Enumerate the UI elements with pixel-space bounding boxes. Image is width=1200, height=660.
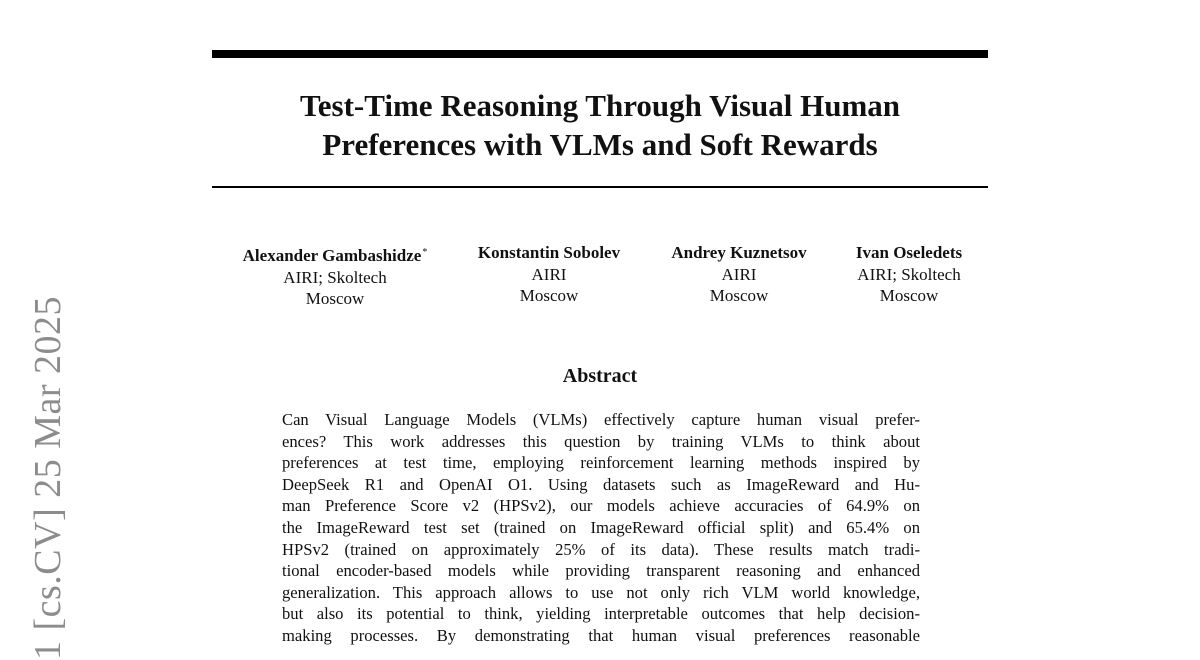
paper-title [212, 86, 988, 164]
author-name-text: Andrey Kuznetsov [671, 243, 807, 262]
author-1 [230, 242, 440, 310]
abstract-line: the ImageReward test set (trained on ImageReward official split) and 65.4% on [282, 517, 920, 537]
author-location: Moscow [879, 286, 939, 305]
abstract-body [282, 409, 920, 647]
arxiv-identifier-stamp: 1 [cs.CV] 25 Mar 2025 [27, 295, 69, 660]
author-name [230, 242, 440, 267]
author-affiliation: AIRI [531, 264, 567, 284]
abstract-line: HPSv2 (trained on approximately 25% of its data). These results match tradi- [282, 539, 920, 559]
author-footnote-mark: * [422, 247, 428, 258]
abstract-line: generalization. This approach allows to use not only rich VLM world knowledge, [282, 582, 920, 602]
author-block [212, 242, 988, 312]
author-location: Moscow [709, 286, 769, 305]
abstract-line: DeepSeek R1 and OpenAI O1. Using datasets such as ImageReward and Hu- [282, 474, 920, 494]
title-line-1: Test-Time Reasoning Through Visual Human [299, 88, 901, 123]
author-name [466, 242, 632, 264]
abstract-line: man Preference Score v2 (HPSv2), our models achieve accuracies of 64.9% on [282, 496, 920, 516]
author-name-text: Alexander Gambashidze [242, 246, 422, 265]
author-location: Moscow [305, 289, 365, 308]
abstract-line: Can Visual Language Models (VLMs) effectively capture human visual prefer- [282, 410, 920, 429]
title-top-rule [212, 50, 988, 58]
title-line-2: Preferences with VLMs and Soft Rewards [322, 127, 878, 162]
abstract-line: making processes. By demonstrating that human visual preferences reasonable [282, 625, 920, 645]
abstract-line: ences? This work addresses this question by training VLMs to think about [282, 431, 920, 451]
author-location: Moscow [519, 286, 579, 305]
abstract-line: tional encoder-based models while providing transparent reasoning and enhanced [282, 561, 920, 581]
author-affiliation: AIRI; Skoltech [857, 264, 961, 284]
author-name-text: Ivan Oseledets [855, 243, 963, 262]
author-affiliation: AIRI; Skoltech [283, 267, 387, 287]
author-name [660, 242, 818, 264]
author-name-text: Konstantin Sobolev [477, 243, 621, 262]
abstract-heading: Abstract [562, 365, 638, 387]
title-bottom-rule [212, 186, 988, 188]
author-4 [844, 242, 974, 307]
author-2 [466, 242, 632, 307]
abstract-line: but also its potential to think, yielding interpretable outcomes that help decision- [282, 604, 920, 624]
author-affiliation: AIRI [721, 264, 757, 284]
author-name [844, 242, 974, 264]
author-3 [660, 242, 818, 307]
abstract-line: preferences at test time, employing reinforcement learning methods inspired by [282, 453, 920, 473]
